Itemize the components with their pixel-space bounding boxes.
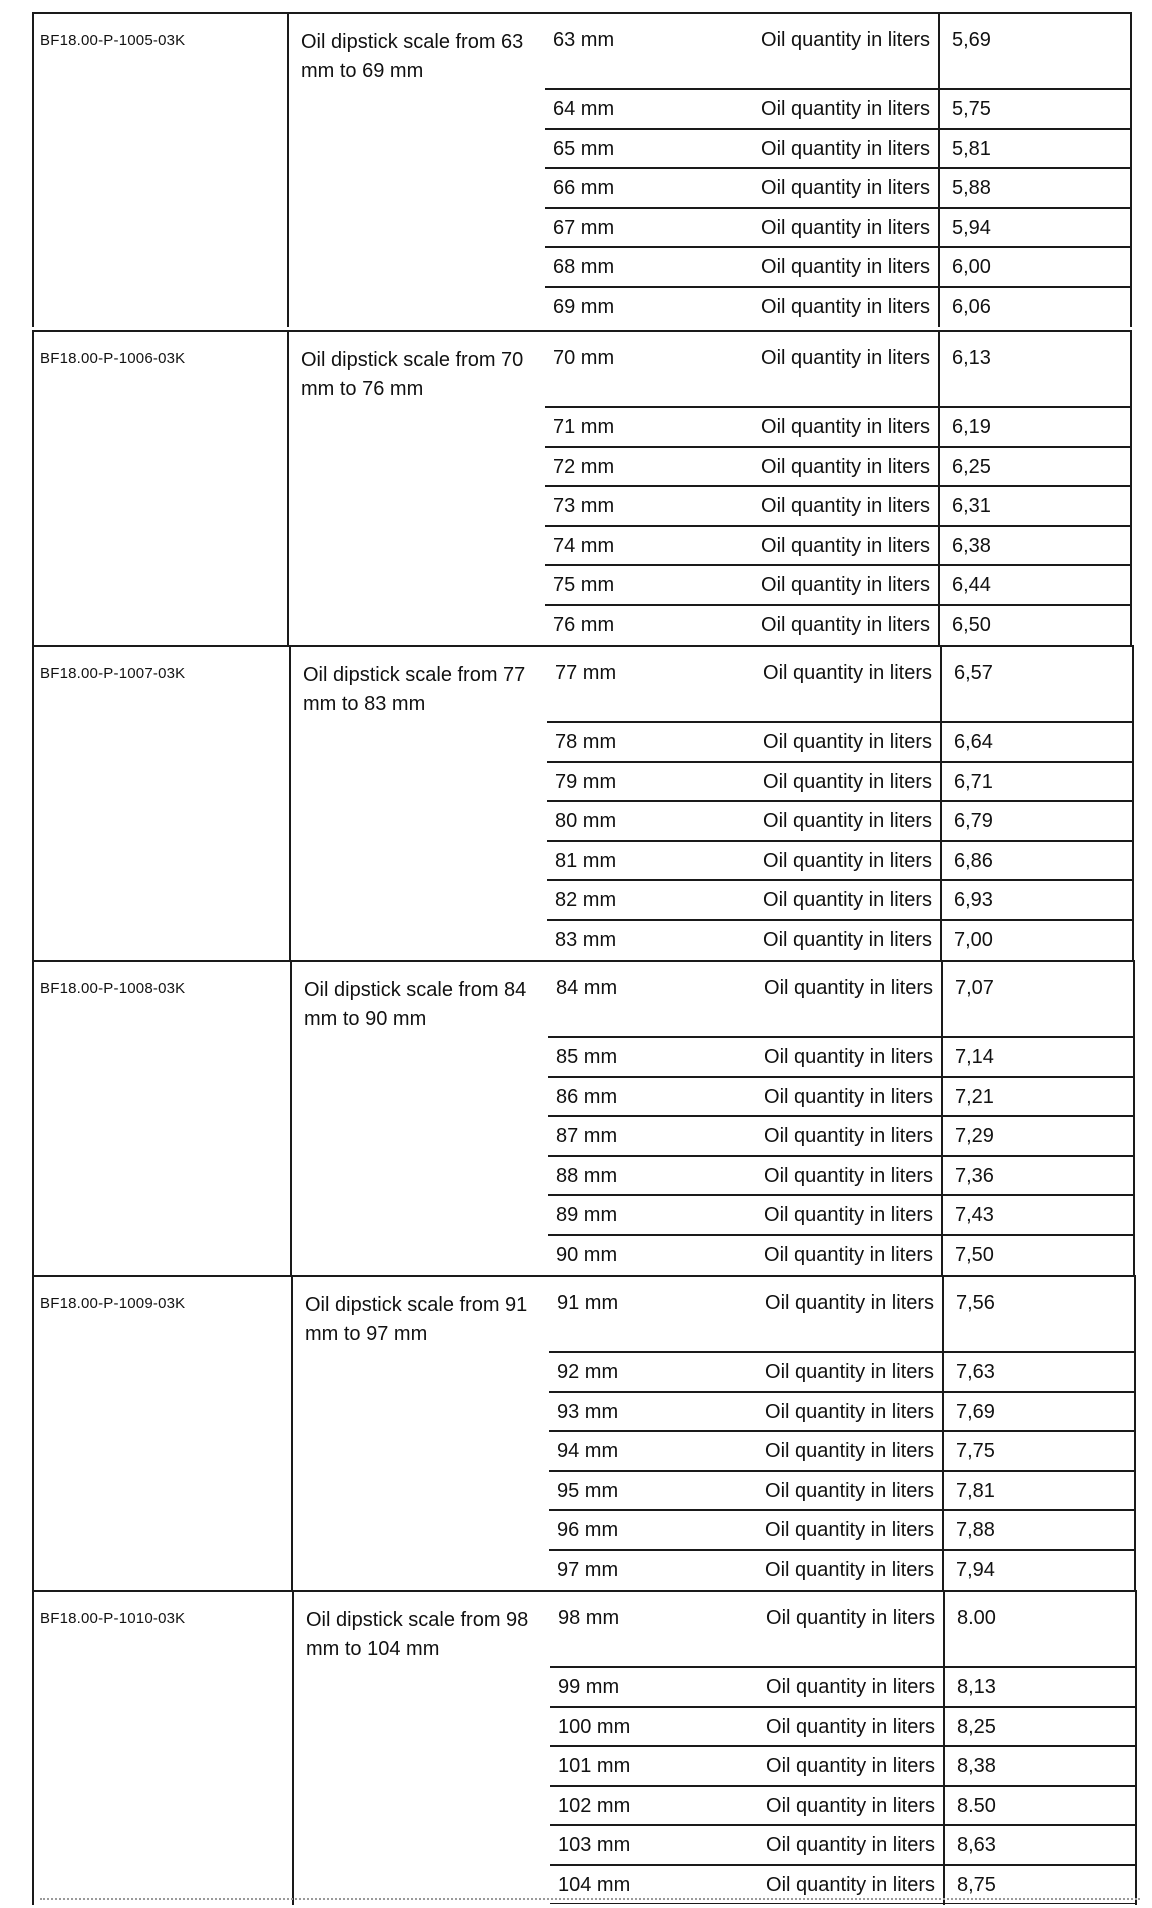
divider-value [938, 12, 940, 327]
dipstick-mm: 69 mm [553, 295, 615, 318]
left-border [32, 960, 34, 1275]
row-separator [545, 207, 1130, 209]
oil-quantity-label: Oil quantity in liters [766, 1834, 935, 1856]
group-top-border [32, 1275, 1134, 1277]
row-separator [549, 1351, 1134, 1353]
oil-quantity-value: 8,13 [957, 1676, 996, 1698]
row-separator [549, 1430, 1134, 1432]
dipstick-mm: 74 mm [553, 534, 615, 557]
row-separator [550, 1824, 1135, 1826]
scale-description: Oil dipstick scale from 84 mm to 90 mm [304, 979, 527, 1030]
oil-quantity-value: 6,00 [952, 256, 991, 278]
group-bottom-border [550, 1903, 1135, 1904]
dipstick-mm: 86 mm [556, 1085, 618, 1108]
oil-quantity-value: 6,13 [952, 347, 991, 369]
scale-description: Oil dipstick scale from 91 mm to 97 mm [305, 1294, 528, 1345]
row-separator [547, 840, 1132, 842]
dipstick-mm: 78 mm [555, 731, 617, 753]
oil-quantity-value: 8.00 [957, 1607, 996, 1629]
oil-quantity-value: 6,64 [954, 731, 993, 753]
oil-quantity-label: Oil quantity in liters [766, 1607, 935, 1629]
oil-quantity-label: Oil quantity in liters [761, 495, 930, 517]
dipstick-mm: 104 mm [558, 1873, 631, 1896]
oil-quantity-label: Oil quantity in liters [761, 216, 930, 239]
row-separator [549, 1509, 1134, 1511]
oil-quantity-label: Oil quantity in liters [764, 1204, 933, 1226]
oil-quantity-label: Oil quantity in liters [765, 1440, 934, 1462]
divider-id-scale [289, 645, 291, 960]
oil-quantity-value: 6,79 [954, 810, 993, 832]
divider-value [940, 645, 942, 960]
scale-description: Oil dipstick scale from 70 mm to 76 mm [301, 349, 524, 400]
doc-id: BF18.00-P-1006-03K [40, 350, 186, 367]
dipstick-mm: 72 mm [553, 455, 615, 478]
row-separator [545, 167, 1130, 169]
oil-quantity-value: 8.50 [957, 1794, 996, 1817]
row-separator [545, 88, 1130, 90]
dipstick-mm: 90 mm [556, 1243, 618, 1266]
oil-quantity-label: Oil quantity in liters [763, 810, 932, 832]
right-border [1132, 645, 1134, 960]
dipstick-mm: 95 mm [557, 1479, 619, 1502]
dipstick-mm: 80 mm [555, 810, 617, 832]
oil-quantity-label: Oil quantity in liters [764, 977, 933, 999]
group-top-border [32, 960, 1133, 962]
row-separator [545, 485, 1130, 487]
right-border [1133, 960, 1135, 1275]
oil-quantity-value: 5,94 [952, 216, 991, 239]
doc-id: BF18.00-P-1008-03K [40, 980, 186, 997]
oil-quantity-value: 7,94 [956, 1558, 995, 1581]
dipstick-mm: 71 mm [553, 416, 615, 438]
oil-quantity-value: 7,43 [955, 1204, 994, 1226]
oil-quantity-value: 6,19 [952, 416, 991, 438]
oil-quantity-label: Oil quantity in liters [765, 1400, 934, 1423]
group-top-border [32, 330, 1130, 332]
oil-quantity-label: Oil quantity in liters [761, 347, 930, 369]
oil-quantity-label: Oil quantity in liters [761, 137, 930, 160]
doc-id: BF18.00-P-1005-03K [40, 32, 186, 49]
oil-quantity-label: Oil quantity in liters [761, 98, 930, 120]
left-border [32, 1275, 34, 1590]
row-separator [547, 761, 1132, 763]
divider-id-scale [292, 1590, 294, 1905]
row-separator [545, 406, 1130, 408]
divider-id-scale [291, 1275, 293, 1590]
oil-quantity-label: Oil quantity in liters [763, 662, 932, 684]
row-separator [545, 128, 1130, 130]
oil-quantity-value: 7,14 [955, 1046, 994, 1068]
oil-quantity-value: 5,75 [952, 98, 991, 120]
oil-quantity-label: Oil quantity in liters [763, 731, 932, 753]
oil-quantity-value: 5,81 [952, 137, 991, 160]
oil-quantity-value: 6,50 [952, 613, 991, 636]
dipstick-mm: 81 mm [555, 849, 617, 872]
oil-quantity-value: 7,56 [956, 1292, 995, 1314]
divider-value [943, 1590, 945, 1905]
dipstick-mm: 89 mm [556, 1204, 618, 1226]
oil-quantity-label: Oil quantity in liters [764, 1046, 933, 1068]
dipstick-mm: 92 mm [557, 1361, 619, 1383]
row-separator [549, 1470, 1134, 1472]
oil-quantity-value: 6,25 [952, 455, 991, 478]
row-separator [547, 919, 1132, 921]
oil-quantity-value: 7,50 [955, 1243, 994, 1266]
scale-description: Oil dipstick scale from 77 mm to 83 mm [303, 664, 526, 715]
row-separator [548, 1076, 1133, 1078]
left-border [32, 645, 34, 960]
row-separator [545, 525, 1130, 527]
dipstick-mm: 103 mm [558, 1834, 631, 1856]
dipstick-mm: 85 mm [556, 1046, 618, 1068]
dipstick-mm: 98 mm [558, 1607, 620, 1629]
dipstick-mm: 65 mm [553, 137, 615, 160]
oil-quantity-label: Oil quantity in liters [765, 1292, 934, 1314]
oil-quantity-value: 8,25 [957, 1715, 996, 1738]
oil-quantity-label: Oil quantity in liters [761, 256, 930, 278]
divider-value [941, 960, 943, 1275]
oil-quantity-label: Oil quantity in liters [761, 29, 930, 51]
dipstick-mm: 68 mm [553, 256, 615, 278]
left-border [32, 1590, 34, 1905]
oil-quantity-label: Oil quantity in liters [765, 1479, 934, 1502]
dipstick-mm: 99 mm [558, 1676, 620, 1698]
oil-quantity-value: 7,81 [956, 1479, 995, 1502]
dipstick-mm: 75 mm [553, 574, 615, 596]
row-separator [550, 1745, 1135, 1747]
dipstick-mm: 97 mm [557, 1558, 619, 1581]
oil-quantity-value: 6,71 [954, 770, 993, 793]
scale-description: Oil dipstick scale from 98 mm to 104 mm [306, 1609, 529, 1660]
oil-quantity-label: Oil quantity in liters [766, 1715, 935, 1738]
row-separator [545, 286, 1130, 288]
row-separator [549, 1391, 1134, 1393]
oil-quantity-value: 8,63 [957, 1834, 996, 1856]
divider-id-scale [287, 330, 289, 645]
group-top-border [32, 645, 1132, 647]
dipstick-mm: 76 mm [553, 613, 615, 636]
left-border [32, 330, 34, 645]
group-top-border [32, 12, 1130, 14]
row-separator [548, 1036, 1133, 1038]
oil-quantity-label: Oil quantity in liters [763, 849, 932, 872]
oil-quantity-value: 6,31 [952, 495, 991, 517]
row-separator [550, 1785, 1135, 1787]
scale-description: Oil dipstick scale from 63 mm to 69 mm [301, 31, 524, 82]
group-top-border [32, 1590, 1135, 1592]
oil-quantity-label: Oil quantity in liters [763, 928, 932, 951]
dipstick-mm: 102 mm [558, 1794, 631, 1817]
dipstick-mm: 63 mm [553, 29, 615, 51]
row-separator [545, 564, 1130, 566]
oil-quantity-value: 7,63 [956, 1361, 995, 1383]
oil-quantity-label: Oil quantity in liters [761, 177, 930, 199]
oil-quantity-value: 7,75 [956, 1440, 995, 1462]
row-separator [547, 721, 1132, 723]
oil-quantity-value: 6,06 [952, 295, 991, 318]
dipstick-mm: 67 mm [553, 216, 615, 239]
right-border [1134, 1275, 1136, 1590]
oil-quantity-label: Oil quantity in liters [764, 1243, 933, 1266]
doc-id: BF18.00-P-1010-03K [40, 1610, 186, 1627]
oil-quantity-label: Oil quantity in liters [766, 1676, 935, 1698]
oil-quantity-value: 7,07 [955, 977, 994, 999]
oil-quantity-value: 5,88 [952, 177, 991, 199]
dipstick-mm: 93 mm [557, 1400, 619, 1423]
left-border [32, 12, 34, 327]
dipstick-mm: 96 mm [557, 1519, 619, 1541]
oil-quantity-value: 7,36 [955, 1164, 994, 1187]
dipstick-mm: 101 mm [558, 1755, 631, 1777]
row-separator [550, 1666, 1135, 1668]
row-separator [547, 800, 1132, 802]
doc-id: BF18.00-P-1007-03K [40, 665, 186, 682]
dipstick-mm: 70 mm [553, 347, 615, 369]
row-separator [548, 1155, 1133, 1157]
oil-quantity-label: Oil quantity in liters [761, 455, 930, 478]
dipstick-mm: 77 mm [555, 662, 617, 684]
oil-quantity-value: 7,21 [955, 1085, 994, 1108]
dipstick-mm: 66 mm [553, 177, 615, 199]
oil-quantity-label: Oil quantity in liters [765, 1558, 934, 1581]
dipstick-mm: 64 mm [553, 98, 615, 120]
dipstick-mm: 83 mm [555, 928, 617, 951]
oil-quantity-value: 6,38 [952, 534, 991, 557]
right-border [1130, 330, 1132, 645]
row-separator [545, 246, 1130, 248]
row-separator [549, 1549, 1134, 1551]
oil-quantity-value: 6,57 [954, 662, 993, 684]
oil-quantity-label: Oil quantity in liters [761, 416, 930, 438]
oil-quantity-value: 7,69 [956, 1400, 995, 1423]
oil-quantity-value: 7,00 [954, 928, 993, 951]
row-separator [545, 604, 1130, 606]
oil-quantity-value: 6,44 [952, 574, 991, 596]
oil-quantity-label: Oil quantity in liters [761, 574, 930, 596]
oil-quantity-label: Oil quantity in liters [761, 295, 930, 318]
dipstick-mm: 91 mm [557, 1292, 619, 1314]
oil-quantity-label: Oil quantity in liters [764, 1125, 933, 1147]
row-separator [548, 1234, 1133, 1236]
oil-quantity-label: Oil quantity in liters [761, 613, 930, 636]
divider-value [938, 330, 940, 645]
oil-quantity-label: Oil quantity in liters [765, 1519, 934, 1541]
doc-id: BF18.00-P-1009-03K [40, 1295, 186, 1312]
right-border [1135, 1590, 1137, 1905]
divider-value [942, 1275, 944, 1590]
oil-quantity-label: Oil quantity in liters [764, 1164, 933, 1187]
dipstick-mm: 84 mm [556, 977, 618, 999]
oil-quantity-value: 6,86 [954, 849, 993, 872]
oil-quantity-value: 8,38 [957, 1755, 996, 1777]
row-separator [545, 446, 1130, 448]
dipstick-mm: 88 mm [556, 1164, 618, 1187]
oil-quantity-value: 6,93 [954, 889, 993, 911]
oil-quantity-label: Oil quantity in liters [763, 889, 932, 911]
oil-quantity-value: 7,29 [955, 1125, 994, 1147]
oil-quantity-value: 5,69 [952, 29, 991, 51]
dipstick-mm: 82 mm [555, 889, 617, 911]
dipstick-mm: 94 mm [557, 1440, 619, 1462]
row-separator [548, 1194, 1133, 1196]
row-separator [548, 1115, 1133, 1117]
divider-id-scale [290, 960, 292, 1275]
oil-quantity-label: Oil quantity in liters [766, 1794, 935, 1817]
dipstick-mm: 73 mm [553, 495, 615, 517]
oil-quantity-label: Oil quantity in liters [765, 1361, 934, 1383]
divider-id-scale [287, 12, 289, 327]
dipstick-mm: 87 mm [556, 1125, 618, 1147]
oil-quantity-label: Oil quantity in liters [764, 1085, 933, 1108]
row-separator [550, 1706, 1135, 1708]
row-separator [547, 879, 1132, 881]
right-border [1130, 12, 1132, 327]
oil-quantity-value: 8,75 [957, 1873, 996, 1896]
dipstick-mm: 79 mm [555, 770, 617, 793]
oil-quantity-value: 7,88 [956, 1519, 995, 1541]
page-cut-line [40, 1898, 1140, 1900]
oil-quantity-label: Oil quantity in liters [763, 770, 932, 793]
oil-quantity-label: Oil quantity in liters [766, 1873, 935, 1896]
row-separator [550, 1864, 1135, 1866]
dipstick-mm: 100 mm [558, 1715, 631, 1738]
oil-quantity-label: Oil quantity in liters [766, 1755, 935, 1777]
oil-quantity-label: Oil quantity in liters [761, 534, 930, 557]
